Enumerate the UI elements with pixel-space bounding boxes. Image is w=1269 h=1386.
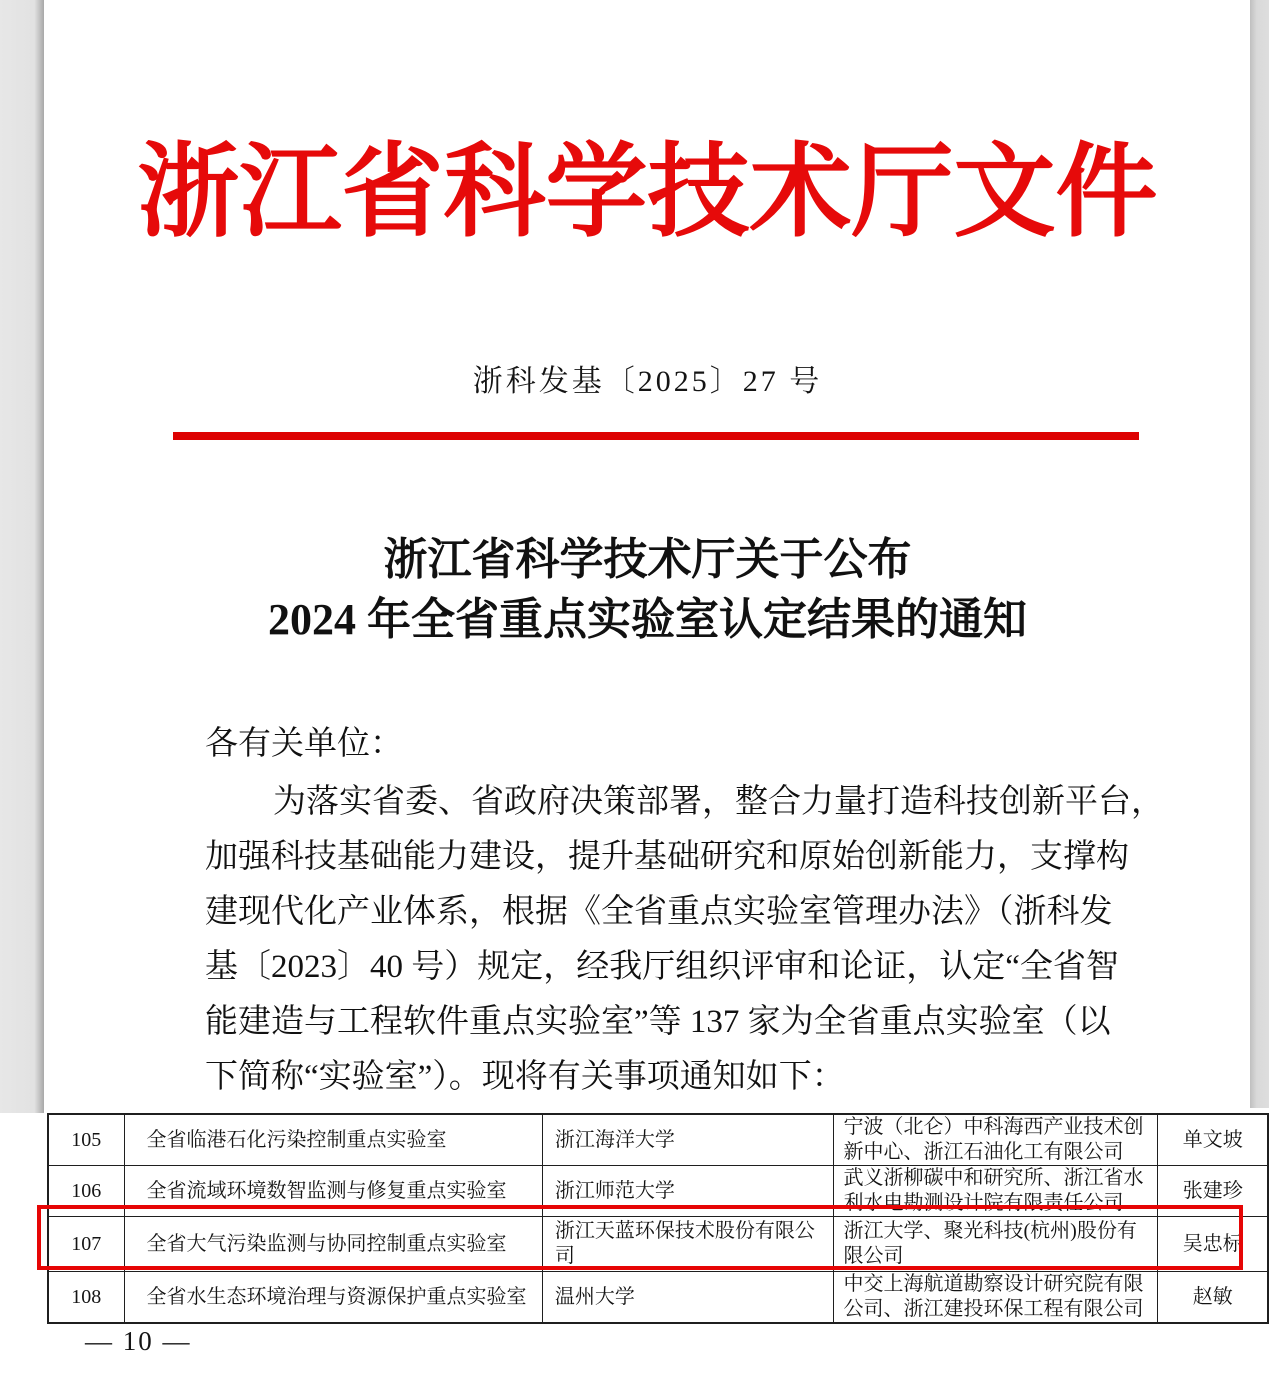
institution-cell: 浙江天蓝环保技术股份有限公司 xyxy=(542,1217,833,1272)
lab-name-cell: 全省流域环境数智监测与修复重点实验室 xyxy=(124,1166,542,1217)
body-line: 能建造与工程软件重点实验室”等 137 家为全省重点实验室（以 xyxy=(205,1004,1111,1040)
lab-name-cell: 全省临港石化污染控制重点实验室 xyxy=(124,1114,542,1166)
notice-title-line2: 2024 年全省重点实验室认定结果的通知 xyxy=(268,595,1027,644)
director-cell: 张建珍 xyxy=(1158,1166,1268,1217)
director-cell: 吴忠标 xyxy=(1158,1217,1268,1272)
institution-cell: 浙江师范大学 xyxy=(542,1166,833,1217)
row-number-cell: 106 xyxy=(48,1166,124,1217)
body-paragraph xyxy=(205,775,1164,1105)
partners-cell: 中交上海航道勘察设计研究院有限公司、浙江建投环保工程有限公司 xyxy=(833,1272,1158,1324)
table-row xyxy=(48,1272,1268,1324)
red-header-title: 浙江省科学技术厅文件 xyxy=(137,137,1158,250)
scan-margin-right xyxy=(1250,0,1269,1108)
notice-title-line1: 浙江省科学技术厅关于公布 xyxy=(383,535,912,584)
body-line: 基〔2023〕40 号）规定，经我厅组织评审和论证，认定“全省智 xyxy=(205,949,1119,985)
lab-name-cell: 全省大气污染监测与协同控制重点实验室 xyxy=(124,1217,542,1272)
notice-title xyxy=(44,530,1251,650)
institution-cell: 浙江海洋大学 xyxy=(542,1114,833,1166)
doc-number: 浙科发基〔2025〕27 号 xyxy=(472,365,823,398)
row-number-cell: 108 xyxy=(48,1272,124,1324)
salutation: 各有关单位： xyxy=(205,726,403,762)
scan-margin-left xyxy=(0,0,44,1113)
body-line: 建现代化产业体系，根据《全省重点实验室管理办法》（浙科发 xyxy=(205,894,1113,930)
institution-cell: 温州大学 xyxy=(542,1272,833,1324)
partners-cell: 宁波（北仑）中科海西产业技术创新中心、浙江石油化工有限公司 xyxy=(833,1114,1158,1166)
page-number: — 10 — xyxy=(85,1326,192,1356)
body-line: 为落实省委、省政府决策部署，整合力量打造科技创新平台， xyxy=(273,784,1164,820)
director-cell: 赵敏 xyxy=(1158,1272,1268,1324)
table-row xyxy=(48,1114,1268,1166)
partners-cell: 武义浙柳碳中和研究所、浙江省水利水电勘测设计院有限责任公司 xyxy=(833,1166,1158,1217)
lab-name-cell: 全省水生态环境治理与资源保护重点实验室 xyxy=(124,1272,542,1324)
highlight-box xyxy=(37,1205,1243,1270)
row-number-cell: 107 xyxy=(48,1217,124,1272)
body-line: 加强科技基础能力建设，提升基础研究和原始创新能力，支撑构 xyxy=(205,839,1129,875)
row-number-cell: 105 xyxy=(48,1114,124,1166)
red-divider xyxy=(173,432,1139,440)
body-line: 下简称“实验室”）。现将有关事项通知如下： xyxy=(205,1059,845,1095)
partners-cell: 浙江大学、聚光科技(杭州)股份有限公司 xyxy=(833,1217,1158,1272)
director-cell: 单文坡 xyxy=(1158,1114,1268,1166)
